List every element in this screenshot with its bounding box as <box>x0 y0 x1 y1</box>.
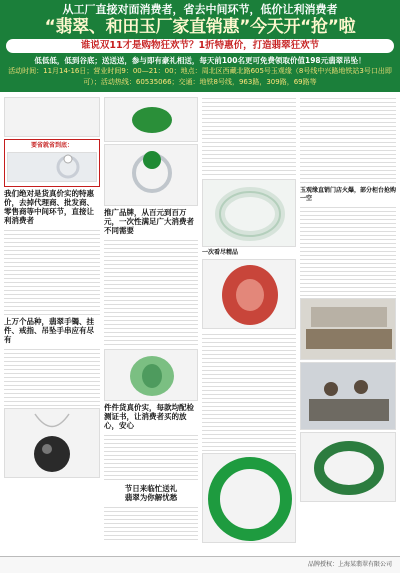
tips-box-title: 要省就省到底： <box>30 142 73 149</box>
col1-body-text-2 <box>4 346 100 406</box>
col2-body-text-3 <box>104 504 198 540</box>
col1-heading-1: 我们绝对是货真价实的特惠价，去掉代理商、批发商、零售商等中间环节，直接让利消费者 <box>4 189 94 225</box>
column-4 <box>300 95 396 551</box>
jade-bead-image <box>104 97 198 142</box>
footer-note: 品牌授权：上海某翡翠有限公司 <box>307 561 392 568</box>
column-2 <box>104 95 198 551</box>
col2-body-text-2 <box>104 432 198 482</box>
jade-ring-image <box>104 144 198 206</box>
jade-bangle-image <box>202 179 296 247</box>
col3-body-text-1 <box>202 95 296 177</box>
tips-box <box>4 139 100 187</box>
col4-heading-1: 玉观缘直销门店火爆，部分柜台抢购一空 <box>300 187 396 202</box>
column-3 <box>202 95 296 551</box>
jade-carving-image <box>104 349 198 401</box>
subheadline: 谁说双11才是购物狂欢节？1折特惠价，打造翡翠狂欢节 <box>6 39 394 53</box>
footer <box>0 556 400 573</box>
header-tagline: 从工厂直接对面消费者，省去中间环节，低价让利消费者 <box>62 3 338 16</box>
jade-bangle-photo <box>300 432 396 502</box>
col2-heading-2: 件件货真价实，每款均配检测证书，让消费者买的放心，安心 <box>104 403 194 430</box>
green-bangle-image <box>202 453 296 543</box>
col3-body-text-2 <box>202 331 296 451</box>
page-header <box>0 0 400 92</box>
headline: “翡翠、和田玉厂家直销惠”今天开“抢”啦 <box>44 17 356 37</box>
diamond-ring-image <box>7 152 97 182</box>
pendant-necklace-image <box>4 408 100 478</box>
store-photo-2 <box>300 362 396 430</box>
carved-pendant-image <box>202 259 296 329</box>
intro-text-block-image <box>4 97 100 137</box>
col2-heading-3: 节日来临忙送礼 翡翠为你解忧愁 <box>124 484 178 502</box>
col3-heading-1: 一次看尽精品 <box>202 249 239 256</box>
store-photo-1 <box>300 298 396 360</box>
promo-line: 低低低，低到谷底；送送送，参与即有豪礼相送，每天前100名更可免费领取价值198元翡翠吊坠！ <box>34 56 366 65</box>
event-details: 活动时间：11月14-16日；营业时间9：00—21：00；地点：周北区西藏北路605号玉观缘（8号线中兴路地铁站3号口出即可）；活动热线：60535066；交通：地铁8号线，963路，309路，69路等 <box>8 67 392 86</box>
col4-body-text-1 <box>300 95 396 185</box>
col2-body-text-1 <box>104 237 198 347</box>
col1-body-text-1 <box>4 227 100 315</box>
column-1 <box>4 95 100 551</box>
col4-body-text-2 <box>300 204 396 296</box>
col1-heading-2: 上万个品种，翡翠手镯、挂件、戒指、吊坠手串应有尽有 <box>4 317 94 344</box>
col2-heading-1: 推广品牌，从百元到百万元，一次性满足广大消费者不同需要 <box>104 208 194 235</box>
